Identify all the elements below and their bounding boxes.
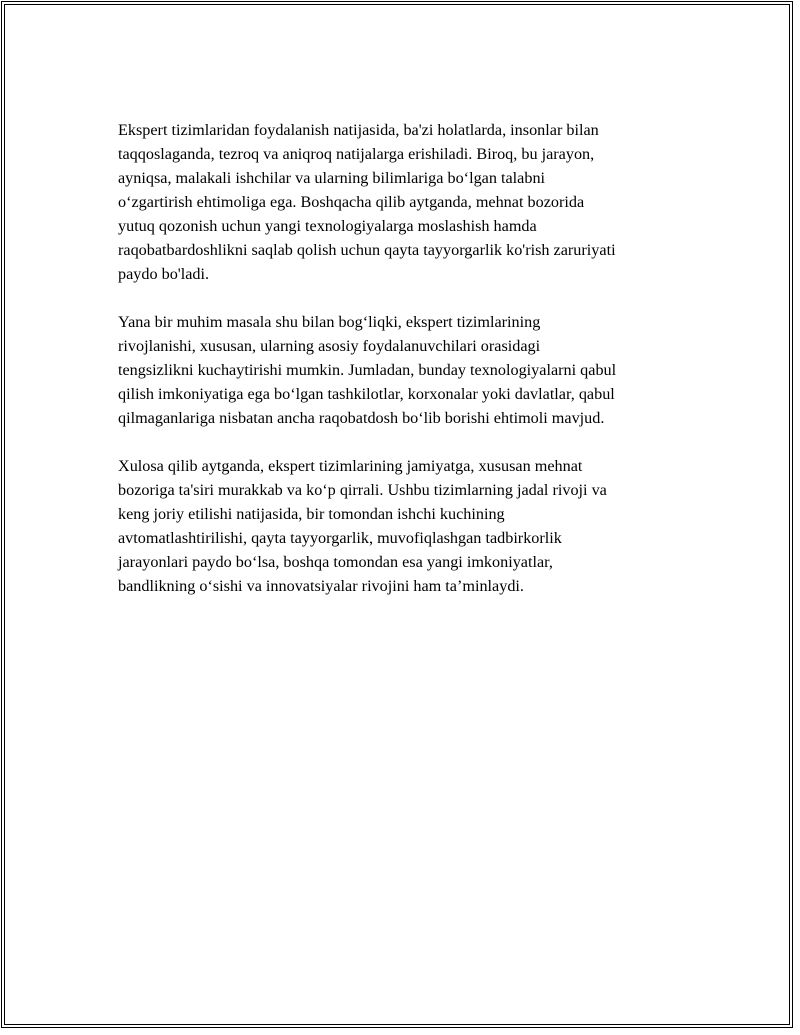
paragraph-2: Yana bir muhim masala shu bilan bog‘liqki, ekspert tizimlarining rivojlanishi, xususan, ularning asosiy foydalanuvchilari orasidagi tengsizlikni kuchaytirishi mumkin. Jumladan, bunday texnologiyalarni qabul qilish imkoniyatiga ega bo‘lgan tashkilotlar, korxonalar yoki davlatlar, qabul qilmaganlariga nisbatan ancha raqobatdosh bo‘lib borishi ehtimoli mavjud. <box>118 313 617 427</box>
document-body <box>118 118 690 622</box>
paragraph-1: Ekspert tizimlaridan foydalanish natijasida, ba'zi holatlarda, insonlar bilan taqqoslaganda, tezroq va aniqroq natijalarga erishiladi. Biroq, bu jarayon, ayniqsa, malakali ishchilar va ularning bilimlariga bo‘lgan talabni o‘zgartirish ehtimoliga ega. Boshqacha qilib aytganda, mehnat bozorida yutuq qozonish uchun yangi texnologiyalarga moslashish hamda raqobatbardoshlikni saqlab qolish uchun qayta tayyorgarlik ko'rish zaruriyati paydo bo'ladi. <box>118 121 616 283</box>
paragraph-3: Xulosa qilib aytganda, ekspert tizimlarining jamiyatga, xususan mehnat bozoriga ta'siri murakkab va ko‘p qirrali. Ushbu tizimlarning jadal rivoji va keng joriy etilishi natijasida, bir tomondan ishchi kuchining avtomatlashtirilishi, qayta tayyorgarlik, muvofiqlashgan tadbirkorlik jarayonlari paydo bo‘lsa, boshqa tomondan esa yangi imkoniyatlar, bandlikning o‘sishi va innovatsiyalar rivojini ham ta’minlaydi. <box>118 457 607 595</box>
